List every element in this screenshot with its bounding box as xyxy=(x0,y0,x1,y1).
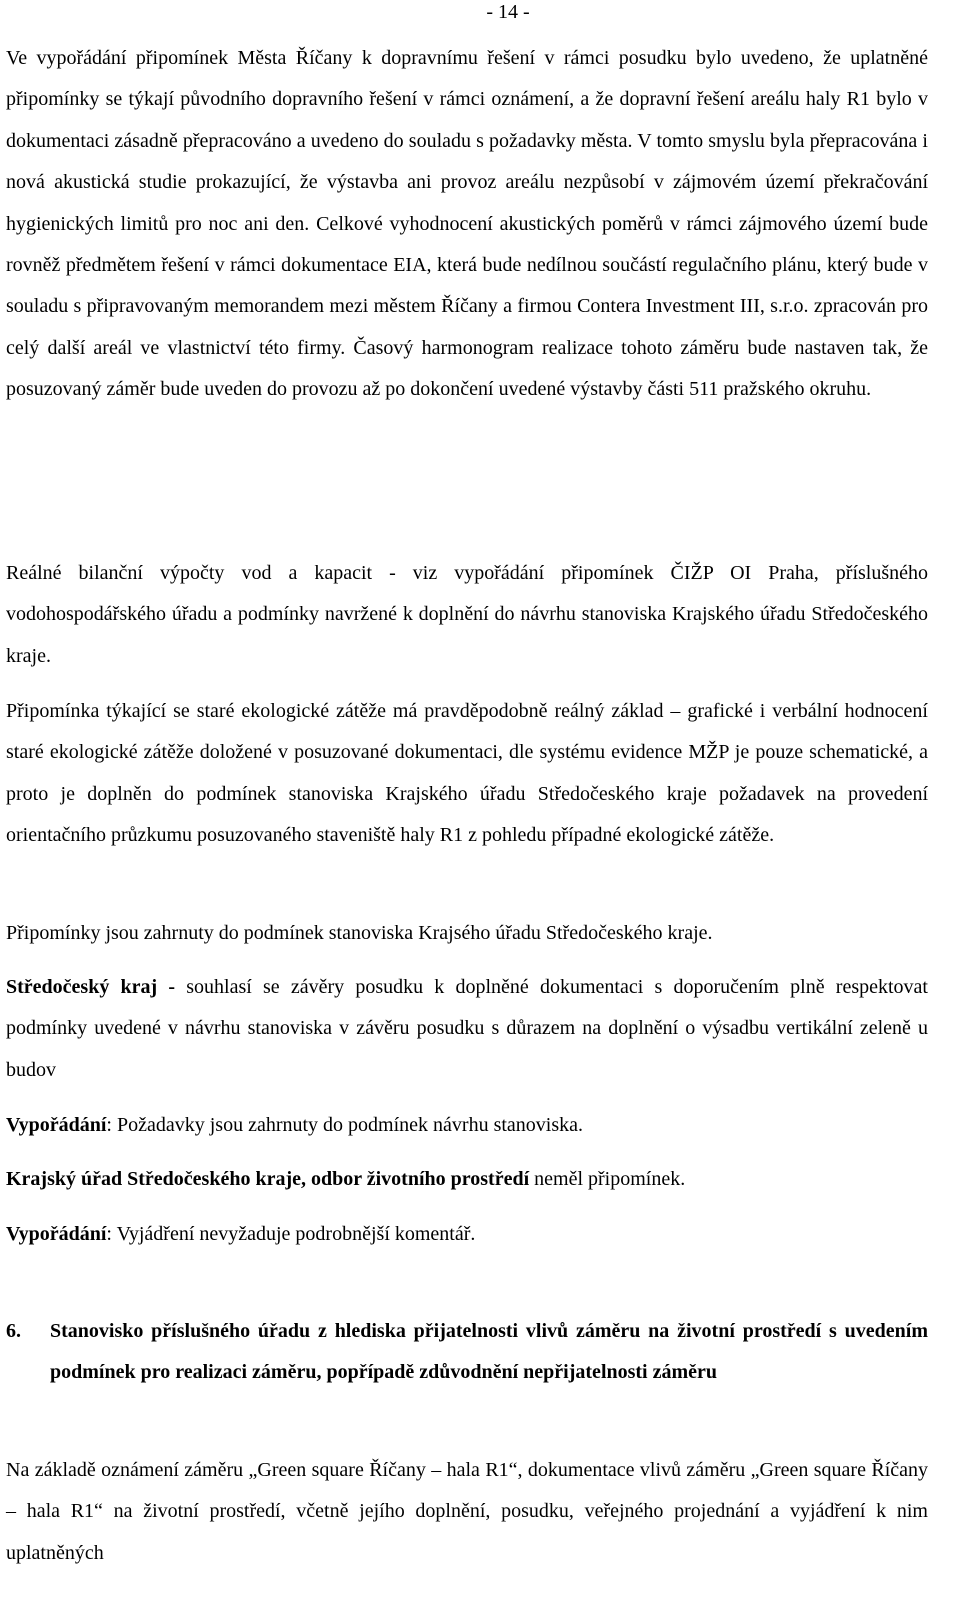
krajsky-urad-text: neměl připomínek. xyxy=(529,1168,686,1190)
paragraph-stredocesky-kraj xyxy=(6,967,928,1091)
vyporadani-label: Vypořádání xyxy=(6,1223,107,1245)
paragraph-krajsky-urad xyxy=(6,1159,928,1200)
section-number: 6. xyxy=(6,1320,21,1342)
vyporadani-text: : Požadavky jsou zahrnuty do podmínek návrhu stanoviska. xyxy=(106,1114,584,1136)
section-heading: Stanovisko příslušného úřadu z hlediska přijatelnosti vlivů záměru na životní prostředí s uvedením podmínek pro realizaci záměru, popřípadě zdůvodnění nepřijatelnosti záměru xyxy=(50,1320,928,1384)
paragraph-vyporadani-2 xyxy=(6,1214,928,1255)
paragraph-pripominky-zahrnuty: Připomínky jsou zahrnuty do podmínek stanoviska Krajsého úřadu Středočeského kraje. xyxy=(6,922,713,944)
paragraph-dopravni-reseni: Ve vypořádání připomínek Města Říčany k dopravnímu řešení v rámci posudku bylo uvedeno, že uplatněné připomínky se týkají původního dopravního řešení v rámci oznámení, a že dopravní řešení areálu haly R1 bylo v dokumentaci zásadně přepracováno a uvedeno do souladu s požadavky města. V tomto smyslu byla přepracována i nová akustická studie prokazující, že výstavba ani provoz areálu nezpůsobí v zájmovém území překračování hygienických limitů pro noc ani den. Celkové vyhodnocení akustických poměrů v rámci zájmového území bude rovněž předmětem řešení v rámci dokumentace EIA, která bude nedílnou součástí regulačního plánu, který bude v souladu s připravovaným memorandem mezi městem Říčany a firmou Contera Investment III, s.r.o. zpracován pro celý další areál ve vlastnictví této firmy. Časový harmonogram realizace tohoto záměru bude nastaven tak, že posuzovaný záměr bude uveden do provozu až po dokončení uvedené výstavby části 511 pražského okruhu. xyxy=(6,47,928,401)
paragraph-bilancni-vypocty: Reálné bilanční výpočty vod a kapacit - viz vypořádání připomínek ČIŽP OI Praha, příslušného vodohospodářského úřadu a podmínky navržené k doplnění do návrhu stanoviska Krajského úřadu Středočeského kraje. xyxy=(6,562,928,667)
paragraph-na-zaklade: Na základě oznámení záměru „Green square Říčany – hala R1“, dokumentace vlivů záměru „Green square Říčany – hala R1“ na životní prostředí, včetně jejího doplnění, posudku, veřejného projednání a vyjádření k nim uplatněných xyxy=(6,1459,928,1564)
paragraph-ekologicka-zatez: Připomínka týkající se staré ekologické zátěže má pravděpodobně reálný základ – grafické i verbální hodnocení staré ekologické zátěže doložené v posuzované dokumentaci, dle systému evidence MŽP je pouze schematické, a proto je doplněn do podmínek stanoviska Krajského úřadu Středočeského kraje požadavek na provedení orientačního průzkumu posuzovaného staveniště haly R1 z pohledu případné ekologické zátěže. xyxy=(6,700,928,847)
vyporadani-text: : Vyjádření nevyžaduje podrobnější komentář. xyxy=(106,1223,476,1245)
vyporadani-label: Vypořádání xyxy=(6,1114,107,1136)
paragraph-vyporadani-1 xyxy=(6,1105,928,1146)
stredocesky-kraj-label: Středočeský kraj - xyxy=(6,976,176,998)
krajsky-urad-label: Krajský úřad Středočeského kraje, odbor životního prostředí xyxy=(6,1168,530,1190)
page-number: - 14 - xyxy=(486,1,530,23)
stredocesky-kraj-text: souhlasí se závěry posudku k doplněné dokumentaci s doporučením plně respektovat podmínky uvedené v návrhu stanoviska v závěru posudku s důrazem na doplnění o výsadbu vertikální zeleně u budov xyxy=(6,976,928,1081)
